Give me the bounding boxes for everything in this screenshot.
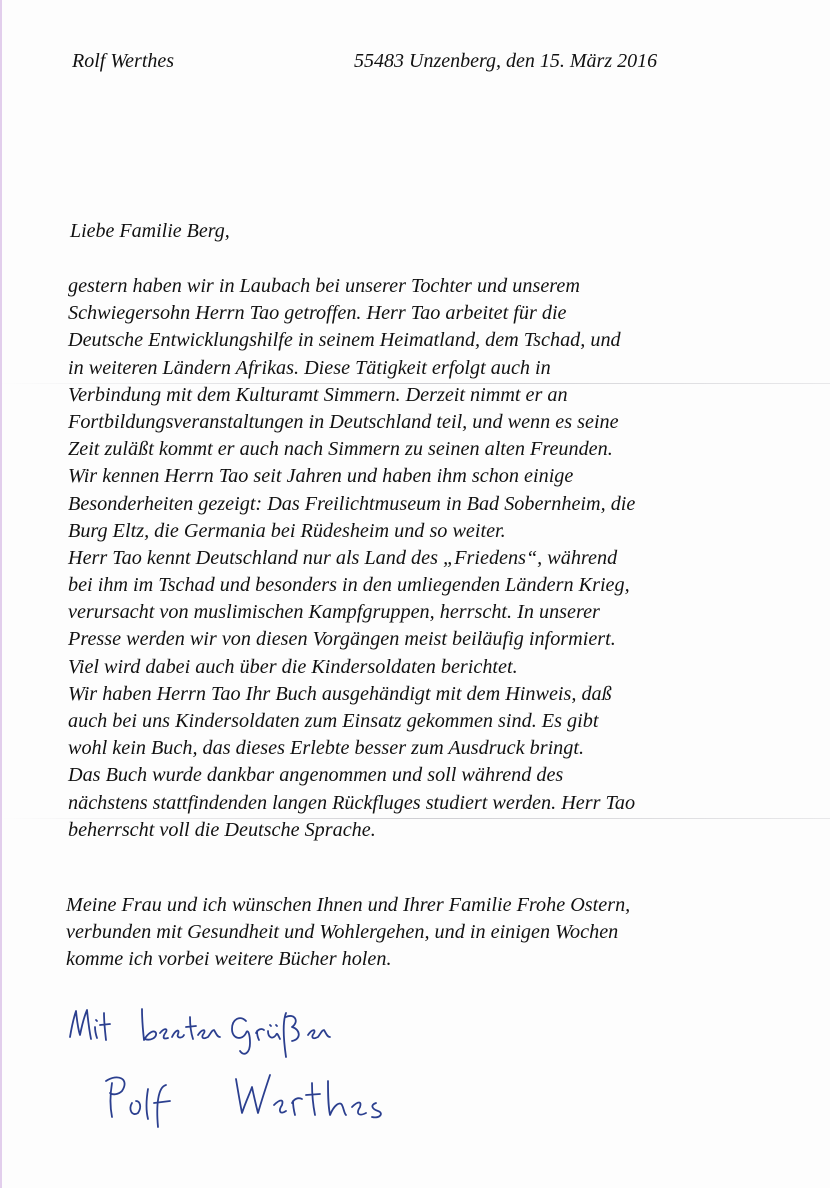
- closing-line: Meine Frau und ich wünschen Ihnen und Ihrer Familie Frohe Ostern,: [66, 894, 631, 916]
- signature-stroke: [186, 1017, 196, 1039]
- body-line: Wir haben Herrn Tao Ihr Buch ausgehändigt mit dem Hinweis, daß: [68, 682, 612, 705]
- signature-stroke: [372, 1103, 381, 1117]
- body-line: nächstens stattfindenden langen Rückfluges studiert werden. Herr Tao: [68, 791, 636, 814]
- body-line: Presse werden wir von diesen Vorgängen meist beiläufig informiert.: [68, 628, 616, 651]
- letter-body: [68, 273, 808, 844]
- body-line: gestern haben wir in Laubach bei unserer Tochter und unserem: [68, 275, 580, 297]
- signature-stroke: [95, 1020, 97, 1038]
- body-line: wohl kein Buch, das dieses Erlebte besser zum Ausdruck bringt.: [68, 737, 585, 760]
- body-line: verursacht von muslimischen Kampfgruppen, herrscht. In unserer: [68, 601, 600, 624]
- closing-paragraph: [66, 892, 806, 974]
- body-line: auch bei uns Kindersoldaten zum Einsatz gekommen sind. Es gibt: [68, 710, 599, 732]
- body-line: Das Buch wurde dankbar angenommen und soll während des: [68, 764, 564, 787]
- page-edge-shadow: [0, 0, 2, 1188]
- signature-stroke: [147, 1089, 149, 1119]
- signature-stroke: [160, 1029, 168, 1038]
- handwritten-signature: [60, 995, 420, 1135]
- sender-name: Rolf Werthes: [72, 50, 175, 72]
- closing-line: verbunden mit Gesundheit und Wohlergehen, und in einigen Wochen: [66, 921, 619, 944]
- body-line: Zeit zuläßt kommt er auch nach Simmern zu seinen alten Freunden.: [68, 438, 613, 461]
- salutation: Liebe Familie Berg,: [70, 220, 230, 242]
- body-line: Fortbildungsveranstaltungen in Deutschland teil, und wenn es seine: [68, 410, 619, 433]
- body-line: beherrscht voll die Deutsche Sprache.: [68, 818, 376, 841]
- place-and-date: 55483 Unzenberg, den 15. März 2016: [354, 50, 658, 72]
- body-line: Wir kennen Herrn Tao seit Jahren und haben ihm schon einige: [68, 465, 574, 488]
- signature-stroke: [268, 1025, 280, 1039]
- body-line: bei ihm im Tschad und besonders in den umliegenden Ländern Krieg,: [68, 574, 630, 597]
- signature-stroke: [154, 1085, 170, 1127]
- signature-stroke: [274, 1101, 286, 1113]
- signature-stroke: [292, 1098, 302, 1115]
- signature-stroke: [306, 1083, 320, 1115]
- body-line: Verbindung mit dem Kulturamt Simmern. Derzeit nimmt er an: [68, 383, 568, 406]
- body-line: Besonderheiten gezeigt: Das Freilichtmuseum in Bad Sobernheim, die: [68, 492, 636, 515]
- body-line: Deutsche Entwicklungshilfe in seinem Heimatland, dem Tschad, und: [68, 329, 621, 352]
- signature-stroke: [172, 1031, 184, 1038]
- signature-stroke: [106, 1077, 125, 1117]
- signature-stroke: [284, 1013, 299, 1057]
- signature-stroke: [70, 1010, 91, 1039]
- signature-stroke: [232, 1018, 250, 1054]
- signature-stroke: [308, 1030, 330, 1038]
- signature-stroke: [236, 1075, 270, 1113]
- signature-stroke: [256, 1029, 264, 1040]
- signature-ink: [70, 1009, 381, 1127]
- signature-stroke: [328, 1081, 346, 1115]
- signature-stroke: [352, 1103, 366, 1115]
- signature-stroke: [198, 1030, 220, 1038]
- signature-stroke: [130, 1101, 140, 1114]
- body-line: Herr Tao kennt Deutschland nur als Land des „Friedens“, während: [68, 546, 618, 569]
- signature-stroke: [100, 1013, 110, 1040]
- signature-stroke: [142, 1009, 156, 1040]
- body-line: in weiteren Ländern Afrikas. Diese Tätigkeit erfolgt auch in: [68, 356, 551, 379]
- body-line: Schwiegersohn Herrn Tao getroffen. Herr Tao arbeitet für die: [68, 302, 567, 325]
- closing-line: komme ich vorbei weitere Bücher holen.: [66, 948, 392, 971]
- body-line: Burg Eltz, die Germania bei Rüdesheim und so weiter.: [68, 519, 506, 542]
- body-line: Viel wird dabei auch über die Kindersoldaten berichtet.: [68, 655, 518, 678]
